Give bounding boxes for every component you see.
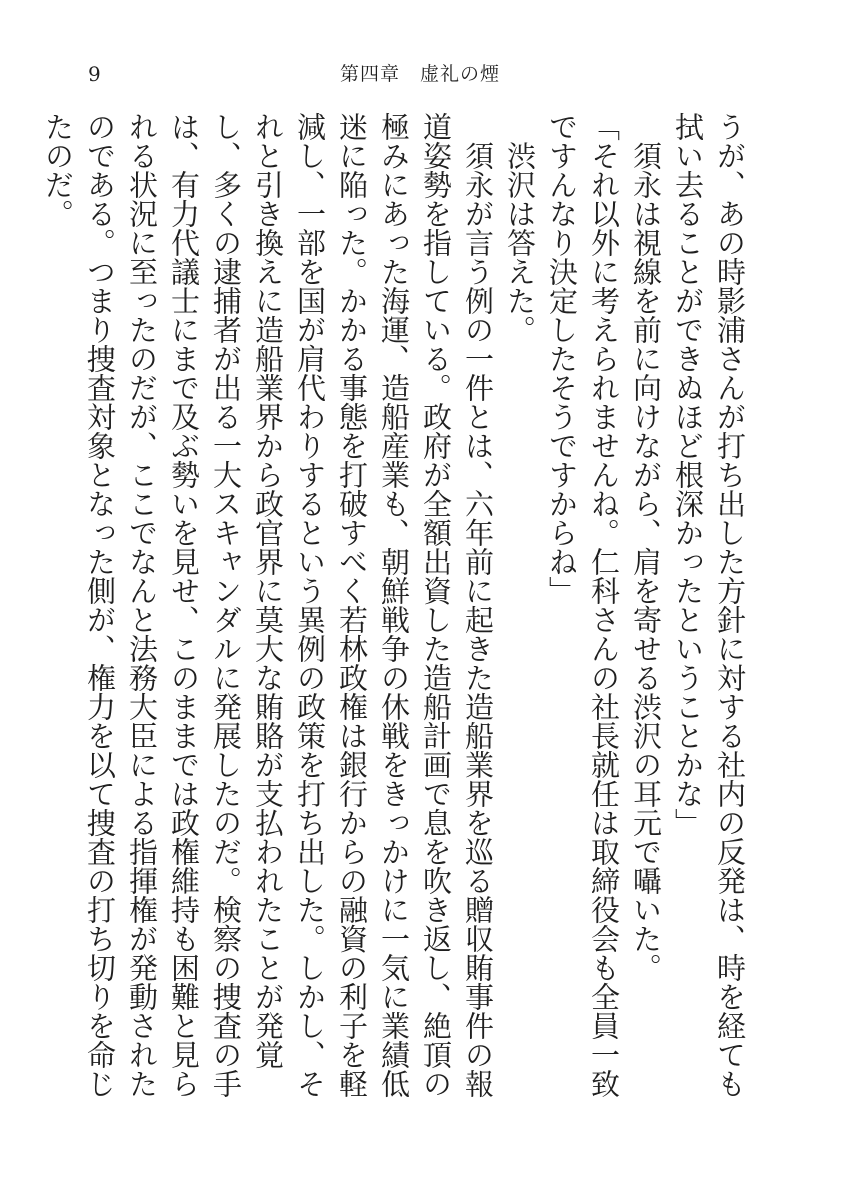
vertical-body-text	[41, 112, 751, 1112]
page-number: 9	[88, 62, 101, 86]
paragraph-3: 「それ以外に考えられませんね。仁科さんの社長就任は取締役会も全員一致ですんなり決定したそうですからね」	[545, 112, 621, 1098]
paragraph-2: 須永は視線を前に向けながら、肩を寄せる渋沢の耳元で囁いた。	[629, 141, 663, 982]
running-title: 第四章 虚礼の煙	[340, 63, 501, 85]
paragraph-1: うが、あの時影浦さんが打ち出した方針に対する社内の反発は、時を経ても拭い去ることができぬほど根深かったということかな」	[671, 112, 747, 1098]
paragraph-4: 渋沢は答えた。	[503, 141, 537, 344]
paragraph-5: 須永が言う例の一件とは、六年前に起きた造船業界を巡る贈収賄事件の報道姿勢を指している。政府が全額出資した造船計画で息を吹き返し、絶頂の極みにあった海運、造船産業も、朝鮮戦争の休戦をきっかけに一気に業績低迷に陥った。かかる事態を打破すべく若林政権は銀行からの融資の利子を軽減し、一部を国が肩代わりするという異例の政策を打ち出した。しかし、それと引き換えに造船業界から政官界に莫大な賄賂が支払われたことが発覚し、多くの逮捕者が出る一大スキャンダルに発展したのだ。検察の捜査の手は、有力代議士にまで及ぶ勢いを見せ、このままでは政権維持も困難と見られる状況に至ったのだが、ここでなんと法務大臣による指揮権が発動されたのである。つまり捜査対象となった側が、権力を以て捜査の打ち切りを命じたのだ。	[41, 112, 495, 1098]
